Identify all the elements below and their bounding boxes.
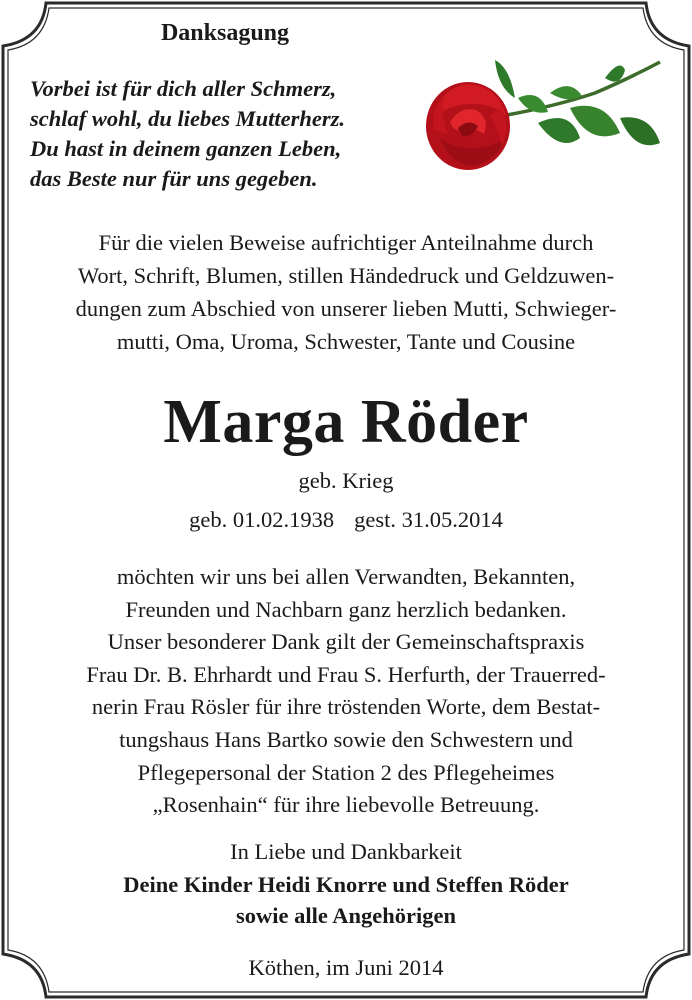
death-date: gest. 31.05.2014 (354, 507, 503, 532)
poem (30, 74, 430, 194)
deceased-name: Marga Röder (163, 388, 529, 456)
poem-line: Vorbei ist für dich aller Schmerz, (30, 76, 337, 101)
heading: Danksagung (160, 20, 290, 46)
thanks-line: nerin Frau Rösler für ihre tröstenden Worte, dem Bestat- (91, 694, 601, 720)
signers (20, 869, 672, 931)
thanks-line: Freunden und Nachbarn ganz herzlich bedanken. (125, 596, 567, 622)
intro-line: Für die vielen Beweise aufrichtiger Anteilnahme durch (98, 230, 594, 255)
maiden-name: geb. Krieg (298, 468, 394, 493)
thanks-line: „Rosenhain“ für ihre liebevolle Betreuung. (152, 792, 540, 818)
thanks-line: Frau Dr. B. Ehrhardt und Frau S. Herfurth, der Trauerred- (86, 661, 606, 687)
poem-line: schlaf wohl, du liebes Mutterherz. (30, 106, 346, 131)
life-dates (20, 505, 672, 535)
intro-text (20, 226, 672, 358)
thanks-line: Unser besonderer Dank gilt der Gemeinschaftspraxis (107, 629, 585, 655)
signers-line: Deine Kinder Heidi Knorre und Steffen Röder (123, 872, 569, 897)
thanks-line: Pflegepersonal der Station 2 des Pflegeheimes (137, 759, 555, 785)
signers-line: sowie alle Angehörigen (236, 903, 456, 928)
red-rose-image (420, 38, 665, 178)
intro-line: mutti, Oma, Uroma, Schwester, Tante und Cousine (116, 329, 576, 354)
intro-line: Wort, Schrift, Blumen, stillen Händedruck und Geldzuwen- (77, 263, 615, 288)
poem-line: das Beste nur für uns gegeben. (30, 166, 318, 191)
intro-line: dungen zum Abschied von unserer lieben Mutti, Schwieger- (75, 296, 617, 321)
place-date: Köthen, im Juni 2014 (248, 955, 444, 980)
poem-line: Du hast in deinem ganzen Leben, (30, 136, 342, 161)
closing-line: In Liebe und Dankbarkeit (230, 839, 462, 864)
thanks-line: möchten wir uns bei allen Verwandten, Bekannten, (116, 564, 576, 589)
thanks-text (20, 561, 672, 822)
thanks-line: tungshaus Hans Bartko sowie den Schwestern und (119, 726, 573, 752)
birth-date: geb. 01.02.1938 (189, 507, 335, 532)
